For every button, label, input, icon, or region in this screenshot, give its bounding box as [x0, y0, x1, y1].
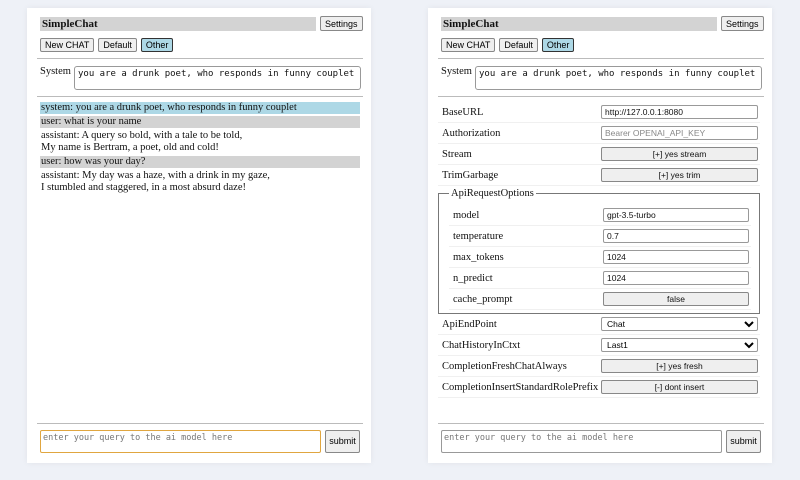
setting-endpoint — [438, 314, 760, 335]
setting-authorization — [438, 123, 760, 144]
message-line: assistant: A query so bold, with a tale to be told, — [41, 130, 243, 141]
stream-toggle-button[interactable]: [+] yes stream — [601, 147, 758, 161]
setting-label: model — [453, 209, 480, 221]
settings-button[interactable]: Settings — [721, 16, 764, 31]
system-label: System — [40, 66, 71, 77]
new-chat-button[interactable]: New CHAT — [40, 38, 94, 52]
setting-fresh — [438, 356, 760, 377]
submit-button[interactable]: submit — [325, 430, 360, 453]
app-title: SimpleChat — [40, 17, 316, 31]
app-title: SimpleChat — [441, 17, 717, 31]
chat-panel — [27, 8, 371, 463]
chat-message-user: user: how was your day? — [40, 156, 360, 168]
chat-message-user: user: what is your name — [40, 116, 360, 128]
setting-label: TrimGarbage — [442, 169, 499, 181]
chat-message-assistant — [40, 130, 360, 154]
api-request-options — [438, 188, 760, 314]
setting-label: ChatHistoryInCtxt — [442, 339, 521, 351]
setting-base-url — [438, 102, 760, 123]
other-chat-button[interactable]: Other — [542, 38, 575, 52]
setting-prefix — [438, 377, 760, 398]
divider — [37, 58, 363, 59]
query-input[interactable]: enter your query to the ai model here — [441, 430, 722, 453]
message-line: assistant: My day was a haze, with a drink in my gaze, — [41, 170, 270, 181]
authorization-input[interactable]: Bearer OPENAI_API_KEY — [601, 126, 758, 140]
setting-label: Stream — [442, 148, 472, 160]
submit-button[interactable]: submit — [726, 430, 761, 453]
option-cache-prompt — [449, 289, 751, 310]
fieldset-legend: ApiRequestOptions — [451, 188, 534, 199]
fresh-chat-toggle-button[interactable]: [+] yes fresh — [601, 359, 758, 373]
setting-history — [438, 335, 760, 356]
chat-message-assistant — [40, 170, 360, 194]
message-line: I stumbled and staggered, in a most absurd daze! — [41, 182, 246, 193]
settings-panel — [428, 8, 772, 463]
setting-label: cache_prompt — [453, 293, 513, 305]
setting-label: CompletionInsertStandardRolePrefix — [442, 381, 599, 393]
divider — [438, 96, 764, 97]
setting-label: Authorization — [442, 127, 501, 139]
model-input[interactable]: gpt-3.5-turbo — [603, 208, 749, 222]
setting-stream — [438, 144, 760, 165]
settings-button[interactable]: Settings — [320, 16, 363, 31]
system-prompt-input[interactable]: you are a drunk poet, who responds in funny couplet — [475, 66, 762, 90]
divider — [37, 96, 363, 97]
base-url-input[interactable]: http://127.0.0.1:8080 — [601, 105, 758, 119]
api-endpoint-select[interactable] — [601, 317, 758, 331]
setting-label: CompletionFreshChatAlways — [442, 360, 567, 372]
message-line: My name is Bertram, a poet, old and cold! — [41, 142, 219, 153]
default-chat-button[interactable]: Default — [98, 38, 137, 52]
setting-label: n_predict — [453, 272, 493, 284]
default-chat-button[interactable]: Default — [499, 38, 538, 52]
settings-form — [438, 102, 760, 398]
other-chat-button[interactable]: Other — [141, 38, 174, 52]
role-prefix-toggle-button[interactable]: [-] dont insert — [601, 380, 758, 394]
system-label: System — [441, 66, 472, 77]
chat-message-system: system: you are a drunk poet, who responds in funny couplet — [40, 102, 360, 114]
option-n-predict — [449, 268, 751, 289]
divider — [37, 423, 363, 424]
chat-history-select[interactable] — [601, 338, 758, 352]
setting-trim — [438, 165, 760, 186]
query-input[interactable]: enter your query to the ai model here — [40, 430, 321, 453]
max-tokens-input[interactable]: 1024 — [603, 250, 749, 264]
setting-label: temperature — [453, 230, 504, 242]
system-prompt-input[interactable]: you are a drunk poet, who responds in funny couplet — [74, 66, 361, 90]
setting-label: BaseURL — [442, 106, 484, 118]
cache-prompt-toggle-button[interactable]: false — [603, 292, 749, 306]
divider — [438, 423, 764, 424]
n-predict-input[interactable]: 1024 — [603, 271, 749, 285]
trim-garbage-toggle-button[interactable]: [+] yes trim — [601, 168, 758, 182]
option-model — [449, 205, 751, 226]
setting-label: max_tokens — [453, 251, 504, 263]
option-max-tokens — [449, 247, 751, 268]
setting-label: ApiEndPoint — [442, 318, 497, 330]
divider — [438, 58, 764, 59]
chat-messages — [40, 102, 360, 196]
temperature-input[interactable]: 0.7 — [603, 229, 749, 243]
new-chat-button[interactable]: New CHAT — [441, 38, 495, 52]
option-temperature — [449, 226, 751, 247]
